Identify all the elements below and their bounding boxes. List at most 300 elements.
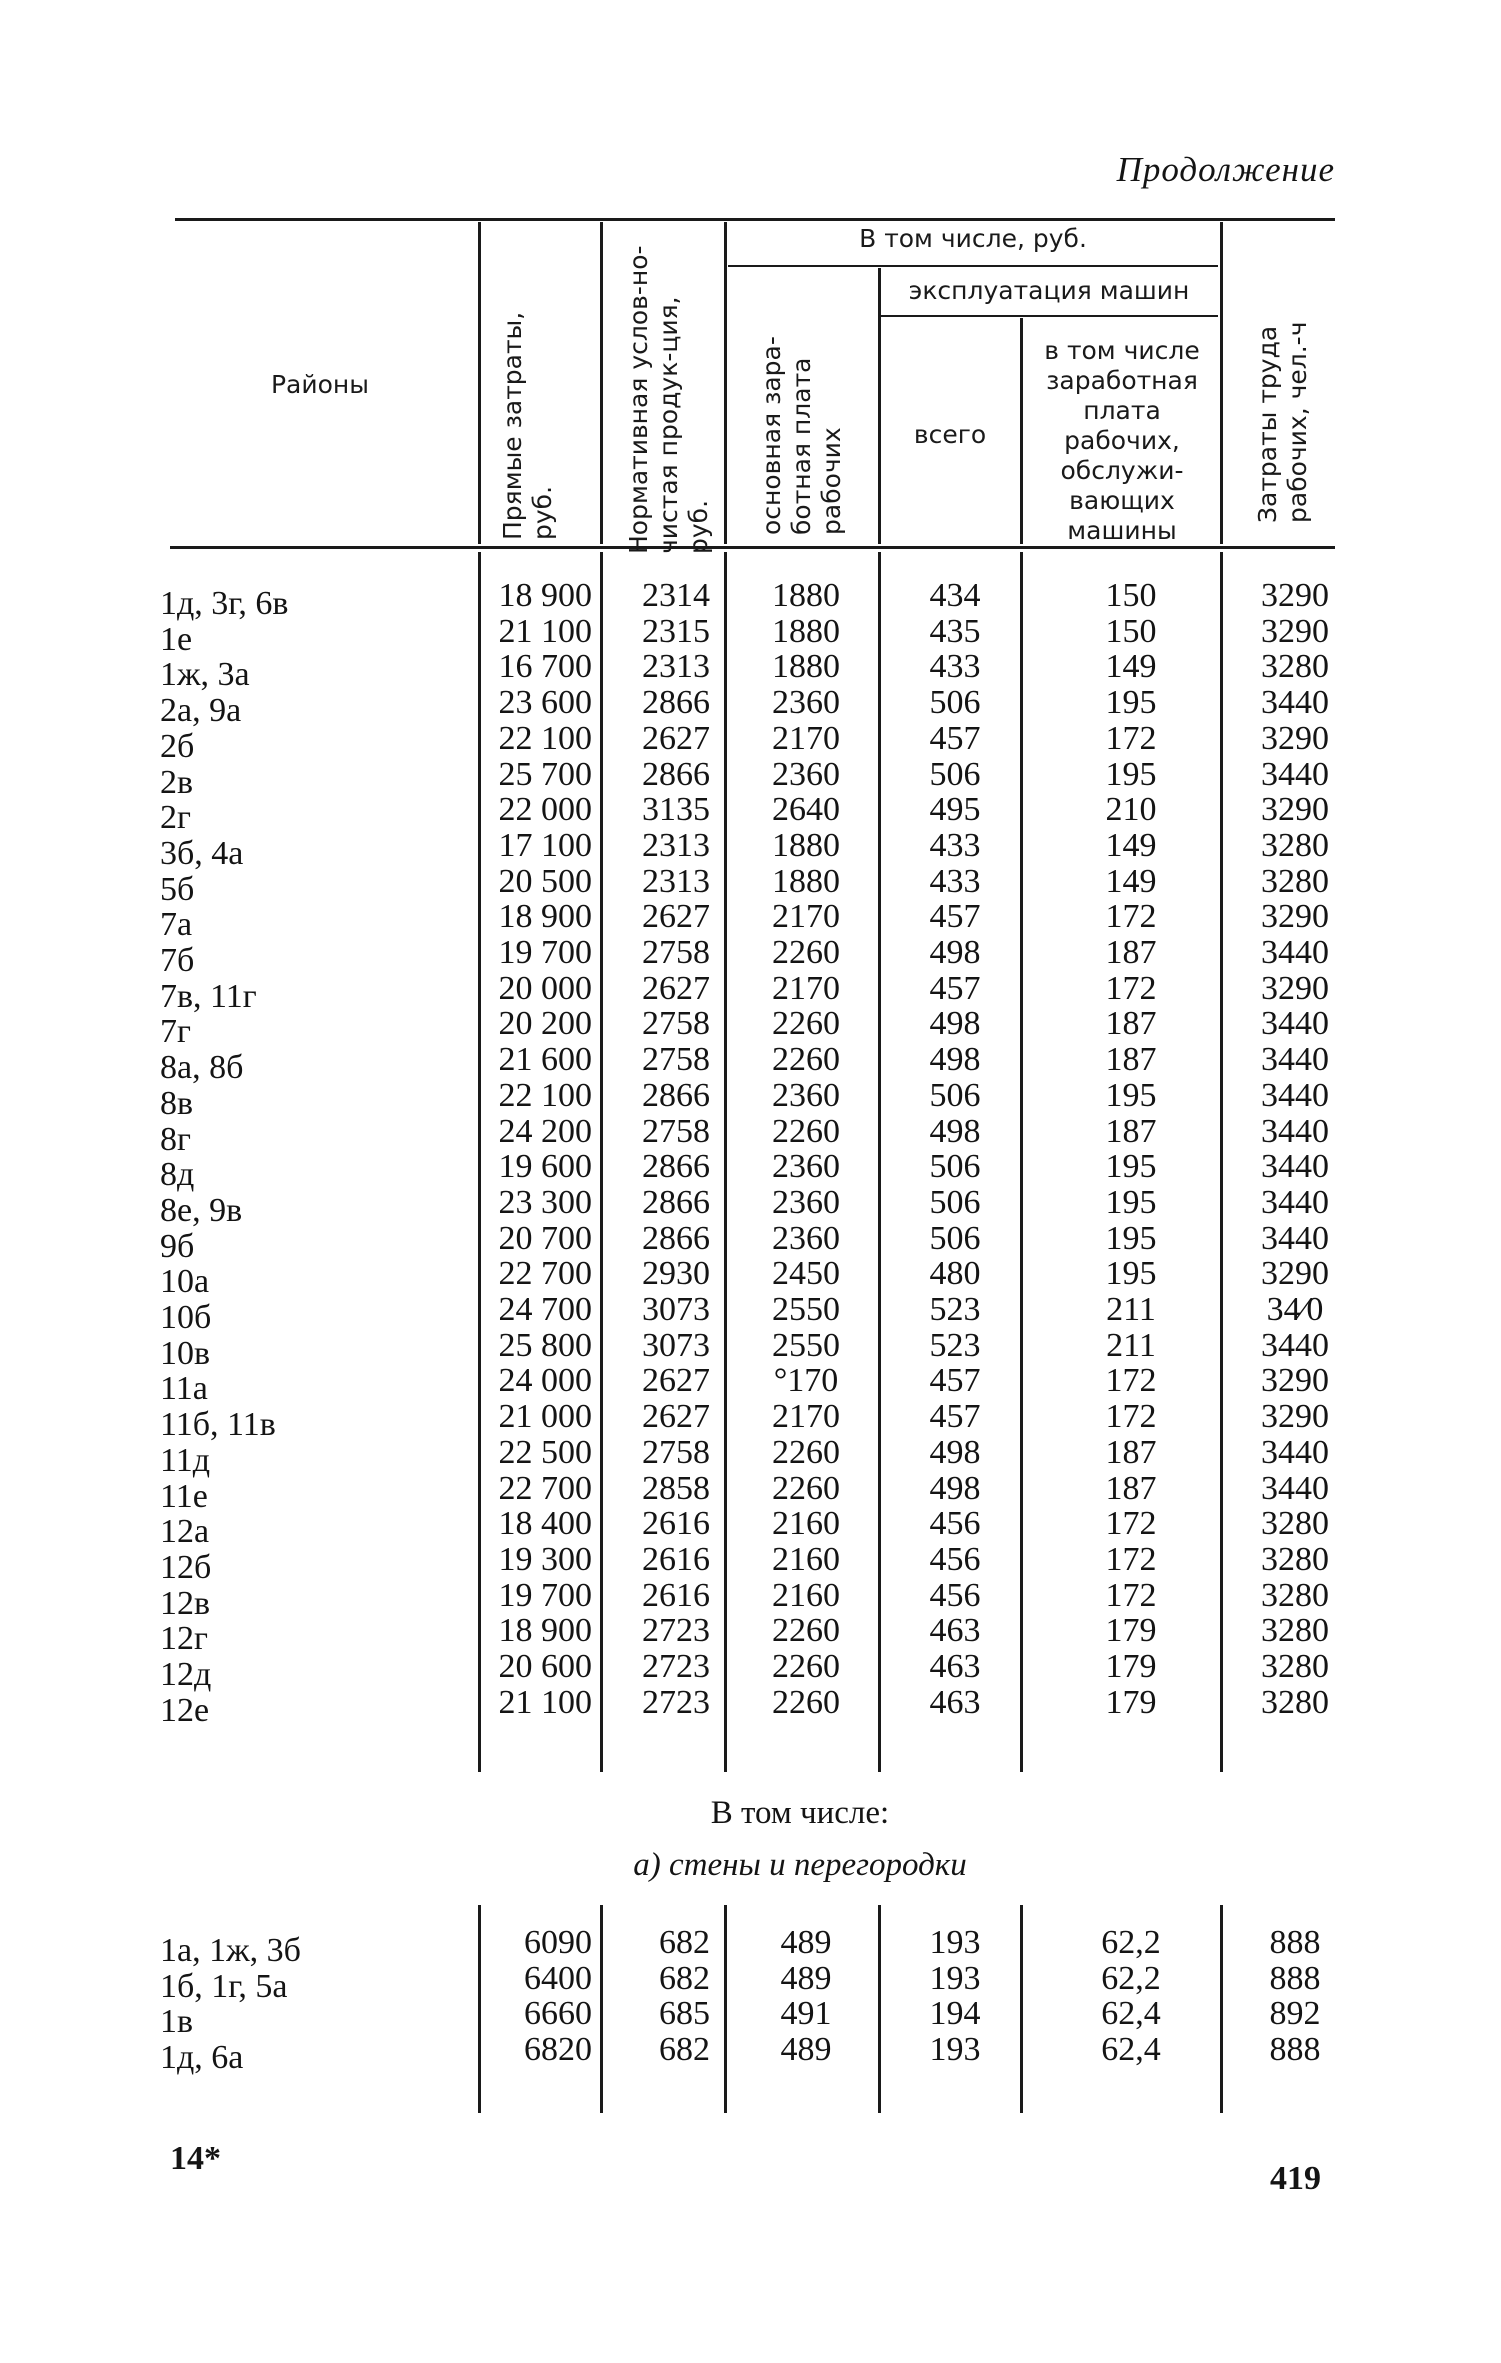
header-rayony: Районы [270, 370, 370, 399]
cell-labor-costs: 3440 [1261, 1219, 1329, 1257]
table-row [0, 969, 1501, 1015]
cell-machine-wage: 187 [1105, 1469, 1157, 1507]
table-row [0, 1148, 1501, 1194]
table-row [0, 1469, 1501, 1515]
cell-rayon: 12г [160, 1620, 208, 1658]
cell-machine-total: 456 [929, 1505, 981, 1543]
cell-machine-total: 523 [929, 1326, 981, 1364]
cell-machine-total: 498 [929, 1469, 981, 1507]
cell-direct-costs: 22 100 [498, 1076, 592, 1114]
cell-base-wage: 2260 [772, 1041, 840, 1079]
cell-normative-output: 2313 [642, 648, 710, 686]
cell-normative-output: 2616 [642, 1540, 710, 1578]
cell-direct-costs: 22 700 [498, 1255, 592, 1293]
cell-labor-costs: 888 [1269, 1959, 1321, 1997]
cell-direct-costs: 18 900 [498, 1612, 592, 1650]
cell-direct-costs: 22 500 [498, 1433, 592, 1471]
table-row [0, 684, 1501, 730]
cell-normative-output: 2723 [642, 1612, 710, 1650]
cell-machine-total: 495 [929, 791, 981, 829]
cell-labor-costs: 3290 [1261, 969, 1329, 1007]
cell-base-wage: 2260 [772, 1433, 840, 1471]
cell-normative-output: 2866 [642, 684, 710, 722]
cell-machine-total: 506 [929, 684, 981, 722]
cell-direct-costs: 21 000 [498, 1398, 592, 1436]
header-incl-wage-machine: в том числе заработная плата рабочих, обслужи-вающих машины [1044, 336, 1200, 545]
cell-machine-total: 498 [929, 934, 981, 971]
cell-direct-costs: 24 200 [498, 1112, 592, 1150]
cell-normative-output: 2866 [642, 755, 710, 793]
cell-labor-costs: 3440 [1261, 1469, 1329, 1507]
cell-machine-total: 498 [929, 1041, 981, 1079]
cell-direct-costs: 24 000 [498, 1362, 592, 1400]
cell-labor-costs: 3290 [1261, 1362, 1329, 1400]
cell-machine-total: 523 [929, 1291, 981, 1328]
cell-machine-wage: 195 [1105, 1255, 1157, 1293]
cell-machine-wage: 172 [1105, 719, 1157, 757]
cell-base-wage: 1880 [772, 612, 840, 650]
cell-rayon: 7в, 11г [160, 977, 257, 1015]
cell-base-wage: 2360 [772, 1148, 840, 1186]
cell-normative-output: 2313 [642, 862, 710, 900]
cell-base-wage: 2170 [772, 719, 840, 757]
cell-normative-output: 2930 [642, 1255, 710, 1293]
cell-base-wage: 2170 [772, 969, 840, 1007]
table-row [0, 1255, 1501, 1301]
cell-machine-total: 456 [929, 1576, 981, 1614]
header-top-rule [175, 218, 1335, 221]
cell-machine-wage: 172 [1105, 1398, 1157, 1436]
cell-labor-costs: 3290 [1261, 577, 1329, 614]
table-row [0, 2031, 1501, 2077]
cell-direct-costs: 20 000 [498, 969, 592, 1007]
cell-machine-total: 498 [929, 1005, 981, 1043]
cell-labor-costs: 3290 [1261, 719, 1329, 757]
section-subtitle: а) стены и перегородки [633, 1847, 967, 1883]
cell-base-wage: 2260 [772, 1612, 840, 1650]
cell-normative-output: 3135 [642, 791, 710, 829]
table-row [0, 1041, 1501, 1087]
cell-machine-total: 506 [929, 1183, 981, 1221]
cell-base-wage: 489 [780, 1959, 832, 1997]
table-row [0, 1183, 1501, 1229]
table-row [0, 1362, 1501, 1408]
cell-labor-costs: 3440 [1261, 684, 1329, 722]
cell-labor-costs: 3280 [1261, 826, 1329, 864]
cell-labor-costs: 3290 [1261, 1398, 1329, 1436]
cell-machine-wage: 195 [1105, 755, 1157, 793]
cell-direct-costs: 19 700 [498, 1576, 592, 1614]
cell-direct-costs: 23 300 [498, 1183, 592, 1221]
cell-machine-total: 498 [929, 1433, 981, 1471]
table-row [0, 648, 1501, 694]
cell-rayon: 7г [160, 1013, 191, 1051]
cell-machine-total: 456 [929, 1540, 981, 1578]
cell-rayon: 10а [160, 1263, 210, 1301]
cell-labor-costs: 3440 [1261, 934, 1329, 971]
cell-rayon: 1ж, 3а [160, 656, 250, 694]
header-separator [478, 222, 481, 544]
cell-labor-costs: 3290 [1261, 612, 1329, 650]
cell-normative-output: 2858 [642, 1469, 710, 1507]
cell-machine-total: 498 [929, 1112, 981, 1150]
cell-machine-wage: 62,4 [1101, 2031, 1161, 2069]
cell-base-wage: 2160 [772, 1505, 840, 1543]
cell-base-wage: 2170 [772, 898, 840, 936]
cell-machine-total: 433 [929, 648, 981, 686]
section-including: В том числе: [710, 1795, 890, 1831]
cell-rayon: 1а, 1ж, 3б [160, 1932, 301, 1969]
cell-base-wage: 489 [780, 1924, 832, 1961]
cell-machine-wage: 172 [1105, 969, 1157, 1007]
cell-base-wage: 2640 [772, 791, 840, 829]
cell-machine-total: 194 [929, 1995, 981, 2033]
cell-normative-output: 685 [659, 1995, 710, 2033]
cell-machine-wage: 187 [1105, 1112, 1157, 1150]
cell-machine-wage: 195 [1105, 1219, 1157, 1257]
cell-labor-costs: 3280 [1261, 648, 1329, 686]
cell-machine-total: 506 [929, 755, 981, 793]
header-labor-costs: Затраты труда рабочих, чел.-ч [1253, 321, 1312, 523]
cell-machine-wage: 149 [1105, 862, 1157, 900]
cell-rayon: 1б, 1г, 5а [160, 1967, 288, 2005]
cell-labor-costs: 3280 [1261, 1612, 1329, 1650]
cell-machine-wage: 62,4 [1101, 1995, 1161, 2033]
cell-machine-total: 193 [929, 1924, 981, 1961]
cell-direct-costs: 21 100 [498, 612, 592, 650]
cell-normative-output: 2866 [642, 1219, 710, 1257]
cell-rayon: 8д [160, 1156, 195, 1194]
cell-machine-total: 463 [929, 1612, 981, 1650]
cell-labor-costs: 3280 [1261, 1648, 1329, 1685]
cell-direct-costs: 19 600 [498, 1148, 592, 1186]
cell-machine-total: 457 [929, 969, 981, 1007]
cell-rayon: 9б [160, 1227, 195, 1265]
cell-labor-costs: 3280 [1261, 862, 1329, 900]
cell-base-wage: 2360 [772, 684, 840, 722]
cell-normative-output: 2758 [642, 1112, 710, 1150]
cell-labor-costs: 3440 [1261, 1433, 1329, 1471]
cell-machine-wage: 211 [1106, 1326, 1156, 1364]
cell-base-wage: 2360 [772, 1183, 840, 1221]
header-including-rub: В том числе, руб. [859, 224, 1087, 253]
cell-rayon: 7б [160, 942, 195, 979]
cell-rayon: 8а, 8б [160, 1049, 244, 1087]
cell-normative-output: 2866 [642, 1183, 710, 1221]
cell-labor-costs: 3440 [1261, 755, 1329, 793]
cell-rayon: 1д, 6а [160, 2039, 244, 2077]
table-row [0, 1648, 1501, 1693]
cell-rayon: 11д [160, 1441, 211, 1479]
cell-base-wage: 489 [780, 2031, 832, 2069]
cell-rayon: 2в [160, 763, 194, 801]
cell-machine-wage: 149 [1105, 648, 1157, 686]
cell-machine-wage: 210 [1105, 791, 1157, 829]
cell-labor-costs: 888 [1269, 1924, 1321, 1961]
cell-rayon: 1в [160, 2003, 194, 2041]
cell-machine-total: 463 [929, 1648, 981, 1685]
cell-direct-costs: 16 700 [498, 648, 592, 686]
cell-direct-costs: 19 700 [498, 934, 592, 971]
cell-normative-output: 2627 [642, 969, 710, 1007]
cell-labor-costs: 3290 [1261, 898, 1329, 936]
header-sub-rule [880, 315, 1218, 317]
cell-normative-output: 2866 [642, 1076, 710, 1114]
cell-normative-output: 2616 [642, 1505, 710, 1543]
cell-base-wage: 1880 [772, 648, 840, 686]
cell-labor-costs: 892 [1269, 1995, 1321, 2033]
cell-base-wage: 2260 [772, 1683, 840, 1721]
cell-rayon: 2г [160, 799, 191, 837]
cell-machine-total: 433 [929, 826, 981, 864]
table-row [0, 934, 1501, 979]
cell-normative-output: 2314 [642, 577, 710, 614]
cell-machine-wage: 179 [1105, 1648, 1157, 1685]
table-row [0, 826, 1501, 872]
cell-rayon: 11б, 11в [160, 1406, 276, 1444]
cell-machine-wage: 179 [1105, 1683, 1157, 1721]
cell-direct-costs: 19 300 [498, 1540, 592, 1578]
table-row [0, 612, 1501, 658]
cell-direct-costs: 6090 [524, 1924, 592, 1961]
cell-base-wage: 2550 [772, 1291, 840, 1328]
cell-direct-costs: 18 400 [498, 1505, 592, 1543]
cell-machine-total: 457 [929, 1398, 981, 1436]
cell-normative-output: 3073 [642, 1326, 710, 1364]
cell-normative-output: 682 [659, 1959, 710, 1997]
cell-rayon: 12е [160, 1691, 210, 1729]
cell-direct-costs: 20 500 [498, 862, 592, 900]
header-separator [1020, 318, 1023, 544]
cell-machine-total: 434 [929, 577, 981, 614]
cell-direct-costs: 18 900 [498, 577, 592, 614]
header-sub-rule [728, 265, 1218, 267]
table-row [0, 1683, 1501, 1729]
cell-machine-total: 457 [929, 898, 981, 936]
header-separator [1220, 222, 1223, 544]
cell-machine-wage: 172 [1105, 898, 1157, 936]
cell-direct-costs: 22 100 [498, 719, 592, 757]
cell-normative-output: 2758 [642, 1041, 710, 1079]
cell-machine-wage: 179 [1105, 1612, 1157, 1650]
cell-labor-costs: 3440 [1261, 1005, 1329, 1043]
cell-labor-costs: 34⁄0 [1266, 1291, 1324, 1328]
table-row [0, 1612, 1501, 1658]
cell-direct-costs: 22 700 [498, 1469, 592, 1507]
cell-base-wage: 2260 [772, 1648, 840, 1685]
header-direct-costs: Прямые затраты, руб. [498, 311, 557, 540]
cell-normative-output: 2627 [642, 719, 710, 757]
table-row [0, 898, 1501, 944]
cell-rayon: 8в [160, 1084, 194, 1122]
header-separator [600, 222, 603, 544]
cell-labor-costs: 3280 [1261, 1505, 1329, 1543]
cell-normative-output: 2313 [642, 826, 710, 864]
cell-rayon: 12а [160, 1513, 210, 1551]
header-total: всего [913, 420, 987, 449]
table-row [0, 1540, 1501, 1586]
cell-machine-wage: 149 [1105, 826, 1157, 864]
cell-machine-total: 193 [929, 1959, 981, 1997]
cell-direct-costs: 6400 [524, 1959, 592, 1997]
cell-machine-wage: 211 [1106, 1291, 1156, 1328]
cell-labor-costs: 3280 [1261, 1683, 1329, 1721]
table-row [0, 1398, 1501, 1444]
cell-rayon: 11е [160, 1477, 208, 1515]
table-row [0, 1291, 1501, 1336]
table-row [0, 1995, 1501, 2041]
cell-rayon: 3б, 4а [160, 834, 244, 872]
table-row [0, 1959, 1501, 2005]
cell-machine-total: 480 [929, 1255, 981, 1293]
cell-machine-wage: 195 [1105, 1183, 1157, 1221]
cell-machine-wage: 195 [1105, 1076, 1157, 1114]
cell-rayon: 8г [160, 1120, 191, 1158]
cell-direct-costs: 25 700 [498, 755, 592, 793]
cell-direct-costs: 25 800 [498, 1326, 592, 1364]
header-bottom-rule [170, 546, 1335, 549]
header-separator [878, 268, 881, 544]
cell-rayon: 10б [160, 1299, 212, 1336]
footer-left-mark: 14* [170, 2140, 221, 2177]
cell-labor-costs: 3440 [1261, 1112, 1329, 1150]
cell-machine-total: 506 [929, 1148, 981, 1186]
cell-labor-costs: 3280 [1261, 1540, 1329, 1578]
cell-machine-wage: 172 [1105, 1540, 1157, 1578]
cell-direct-costs: 17 100 [498, 826, 592, 864]
table-row [0, 1433, 1501, 1479]
cell-direct-costs: 20 200 [498, 1005, 592, 1043]
cell-machine-wage: 62,2 [1101, 1959, 1161, 1997]
table-row [0, 755, 1501, 801]
table-row [0, 1924, 1501, 1969]
table-row [0, 1576, 1501, 1622]
table-row [0, 1076, 1501, 1122]
cell-direct-costs: 6660 [524, 1995, 592, 2033]
cell-machine-wage: 195 [1105, 684, 1157, 722]
cell-machine-wage: 187 [1105, 934, 1157, 971]
cell-labor-costs: 3440 [1261, 1041, 1329, 1079]
cell-rayon: 10в [160, 1334, 211, 1372]
cell-normative-output: 682 [659, 2031, 710, 2069]
continuation-label: Продолжение [1116, 150, 1335, 189]
cell-normative-output: 682 [659, 1924, 710, 1961]
cell-base-wage: 2260 [772, 1112, 840, 1150]
cell-rayon: 12б [160, 1548, 212, 1586]
cell-direct-costs: 23 600 [498, 684, 592, 722]
cell-machine-wage: 187 [1105, 1005, 1157, 1043]
cell-base-wage: 2170 [772, 1398, 840, 1436]
cell-normative-output: 2866 [642, 1148, 710, 1186]
cell-rayon: 8е, 9в [160, 1191, 243, 1229]
cell-machine-wage: 150 [1105, 612, 1157, 650]
table-row [0, 862, 1501, 908]
cell-labor-costs: 888 [1269, 2031, 1321, 2069]
cell-labor-costs: 3290 [1261, 1255, 1329, 1293]
cell-machine-total: 435 [929, 612, 981, 650]
cell-labor-costs: 3440 [1261, 1183, 1329, 1221]
cell-rayon: 1е [160, 620, 193, 658]
cell-base-wage: 2360 [772, 1219, 840, 1257]
cell-base-wage: °170 [773, 1362, 839, 1400]
cell-base-wage: 1880 [772, 826, 840, 864]
cell-direct-costs: 6820 [524, 2031, 592, 2069]
header-machine-operation: эксплуатация машин [908, 276, 1190, 305]
cell-direct-costs: 24 700 [498, 1291, 592, 1328]
header-normative-output: Нормативная услов-но-чистая продук-ция, руб. [624, 245, 713, 554]
cell-normative-output: 2758 [642, 1433, 710, 1471]
cell-base-wage: 2360 [772, 1076, 840, 1114]
cell-base-wage: 1880 [772, 577, 840, 614]
table-row [0, 1005, 1501, 1051]
cell-machine-total: 506 [929, 1076, 981, 1114]
cell-direct-costs: 21 100 [498, 1683, 592, 1721]
cell-machine-wage: 187 [1105, 1433, 1157, 1471]
cell-base-wage: 2160 [772, 1540, 840, 1578]
cell-base-wage: 2450 [772, 1255, 840, 1293]
cell-machine-wage: 195 [1105, 1148, 1157, 1186]
cell-machine-wage: 172 [1105, 1362, 1157, 1400]
cell-labor-costs: 3440 [1261, 1326, 1329, 1364]
cell-rayon: 7а [160, 906, 193, 944]
table-row [0, 1326, 1501, 1372]
cell-rayon: 11а [160, 1370, 208, 1408]
cell-machine-wage: 172 [1105, 1505, 1157, 1543]
cell-normative-output: 2627 [642, 1398, 710, 1436]
cell-normative-output: 2627 [642, 898, 710, 936]
cell-normative-output: 2315 [642, 612, 710, 650]
table-row [0, 719, 1501, 765]
cell-base-wage: 2550 [772, 1326, 840, 1364]
cell-base-wage: 2160 [772, 1576, 840, 1614]
cell-base-wage: 491 [780, 1995, 832, 2033]
cell-machine-wage: 150 [1105, 577, 1157, 614]
header-base-wage: основная зара-ботная плата рабочих [757, 336, 846, 535]
cell-normative-output: 3073 [642, 1291, 710, 1328]
cell-base-wage: 2260 [772, 1005, 840, 1043]
cell-rayon: 12д [160, 1656, 212, 1693]
cell-machine-total: 506 [929, 1219, 981, 1257]
cell-machine-wage: 62,2 [1101, 1924, 1161, 1961]
cell-normative-output: 2723 [642, 1683, 710, 1721]
page-number: 419 [1270, 2160, 1321, 2197]
cell-machine-wage: 187 [1105, 1041, 1157, 1079]
cell-base-wage: 1880 [772, 862, 840, 900]
table-row [0, 577, 1501, 622]
cell-machine-total: 433 [929, 862, 981, 900]
cell-base-wage: 2260 [772, 934, 840, 971]
cell-machine-total: 463 [929, 1683, 981, 1721]
cell-normative-output: 2758 [642, 1005, 710, 1043]
cell-rayon: 12в [160, 1584, 211, 1622]
cell-labor-costs: 3440 [1261, 1076, 1329, 1114]
cell-direct-costs: 22 000 [498, 791, 592, 829]
cell-labor-costs: 3280 [1261, 1576, 1329, 1614]
cell-normative-output: 2758 [642, 934, 710, 971]
cell-direct-costs: 18 900 [498, 898, 592, 936]
cell-normative-output: 2616 [642, 1576, 710, 1614]
cell-normative-output: 2723 [642, 1648, 710, 1685]
cell-labor-costs: 3440 [1261, 1148, 1329, 1186]
table-row [0, 1219, 1501, 1265]
table-row [0, 1112, 1501, 1158]
cell-base-wage: 2360 [772, 755, 840, 793]
cell-rayon: 5б [160, 870, 195, 908]
cell-machine-total: 457 [929, 1362, 981, 1400]
cell-direct-costs: 21 600 [498, 1041, 592, 1079]
cell-direct-costs: 20 700 [498, 1219, 592, 1257]
cell-rayon: 2а, 9а [160, 692, 242, 730]
